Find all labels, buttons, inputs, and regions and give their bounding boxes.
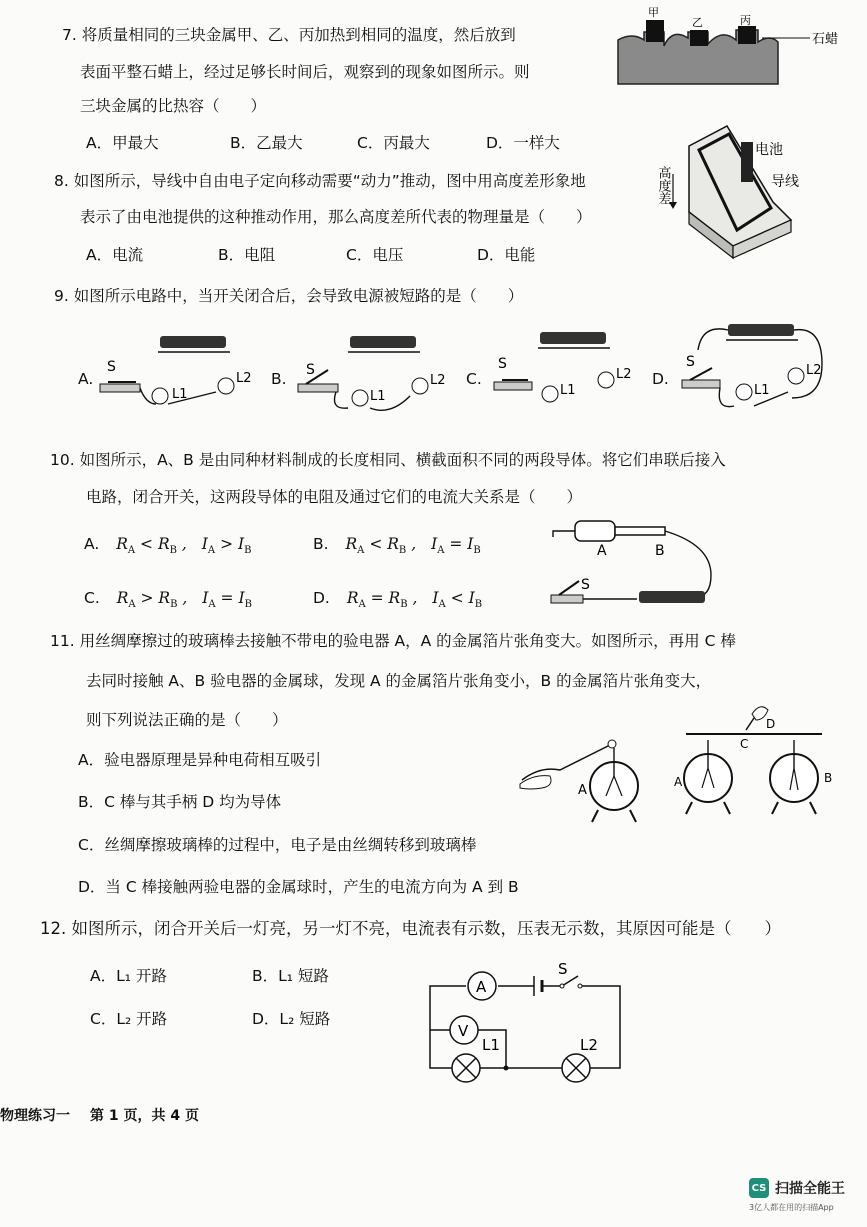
q10-option-b-r: $R_A < R_B$ , — [345, 535, 417, 557]
lamp2-d — [788, 368, 804, 384]
battery-c — [540, 332, 606, 344]
scanner-logo — [749, 1178, 845, 1198]
lamp2-b — [412, 378, 428, 394]
metal-jia — [646, 20, 664, 42]
switch-label-c: S — [498, 356, 507, 372]
q9-option-d: D. — [652, 370, 669, 388]
lamp1-d — [736, 384, 752, 400]
lamp2-label-a: L2 — [236, 371, 252, 386]
q7-option-a: A．甲最大 — [86, 134, 159, 152]
q7-option-c: C．丙最大 — [357, 134, 430, 152]
q10-option-a-i: $I_A > I_B$ — [201, 535, 252, 557]
q11-option-c: C．丝绸摩擦玻璃棒的过程中，电子是由丝绸转移到玻璃棒 — [78, 836, 477, 854]
battery-d — [728, 324, 794, 336]
label-jia: 甲 — [648, 6, 659, 19]
metal-bing — [738, 26, 756, 44]
q11-line1: 11. 用丝绸摩擦过的玻璃棒去接触不带电的验电器 A，A 的金属箔片张角变大。如图所示，再用 C 棒 — [50, 632, 736, 650]
label-a1: A — [578, 783, 587, 798]
label-b: B — [655, 543, 665, 559]
q7-line2: 表面平整石蜡上，经过足够长时间后，观察到的现象如图所示。则 — [80, 63, 530, 81]
label-wire: 导线 — [771, 174, 799, 190]
battery — [639, 591, 705, 603]
scanner-badge: CS — [749, 1178, 769, 1198]
q10-option-b-letter: B. — [313, 535, 329, 553]
q9-option-b: B. — [271, 370, 287, 388]
q8-option-a: A．电流 — [86, 246, 144, 264]
q10-line1: 10. 如图所示，A、B 是由同种材料制成的长度相同、横截面积不同的两段导体。将它们串联后接入 — [50, 451, 726, 469]
q10-option-c-letter: C. — [84, 589, 100, 607]
q8-option-c: C．电压 — [346, 246, 404, 264]
q12-line1: 12. 如图所示，闭合开关后一灯亮，另一灯不亮，电流表有示数，压表无示数，其原因可能是（ ） — [40, 919, 781, 938]
q12-option-b: B．L₁ 短路 — [252, 967, 329, 985]
q9-circuit-b — [290, 326, 455, 418]
label-a: A — [597, 543, 607, 559]
voltmeter-label: V — [458, 1022, 469, 1040]
q10-option-c-r: $R_A > R_B$ , — [116, 589, 188, 611]
q11-line3: 则下列说法正确的是（ ） — [86, 711, 288, 729]
scanner-tagline: 3亿人都在用的扫描App — [749, 1203, 834, 1212]
lamp1-label-b: L1 — [370, 389, 386, 404]
footer-page: 第 1 页，共 4 页 — [90, 1108, 199, 1124]
q8-line1: 8. 如图所示，导线中自由电子定向移动需要“动力”推动，图中用高度差形象地 — [54, 172, 586, 190]
switch-a — [100, 384, 140, 392]
q12-option-d: D．L₂ 短路 — [252, 1010, 331, 1028]
label-d: D — [766, 717, 776, 731]
q9-option-a: A. — [78, 370, 94, 388]
q11-option-d: D．当 C 棒接触两验电器的金属球时，产生的电流方向为 A 到 B — [78, 878, 519, 896]
q12-option-a: A．L₁ 开路 — [90, 967, 167, 985]
lamp2-label-b: L2 — [430, 373, 446, 388]
battery-b — [350, 336, 416, 348]
footer-title: 物理练习一 — [0, 1108, 70, 1124]
switch-d — [682, 380, 720, 388]
lamp1-b — [352, 390, 368, 406]
q10-line2: 电路，闭合开关，这两段导体的电阻及通过它们的电流大关系是（ ） — [86, 488, 583, 506]
label-yi: 乙 — [692, 16, 703, 29]
label-battery: 电池 — [755, 142, 783, 158]
q8-option-b: B．电阻 — [218, 246, 276, 264]
q10-option-c — [84, 587, 252, 616]
switch-b — [298, 384, 338, 392]
label-a2: A — [674, 775, 683, 789]
lamp1-c — [542, 386, 558, 402]
q8-battery-figure — [655, 112, 813, 262]
label-c: C — [740, 737, 749, 751]
q9-circuit-a — [96, 326, 261, 418]
switch-label-a: S — [107, 359, 116, 375]
q11-electroscope-ab-figure — [672, 692, 852, 822]
lamp1-label-c: L1 — [560, 383, 576, 398]
battery-a — [160, 336, 226, 348]
q7-option-d: D．一样大 — [486, 134, 560, 152]
q8-option-d: D．电能 — [477, 246, 536, 264]
q10-conductor-figure — [545, 515, 715, 615]
q10-option-a-letter: A. — [84, 535, 100, 553]
lamp1-label-a: L1 — [172, 387, 188, 402]
metal-yi — [690, 30, 708, 46]
q10-option-d — [313, 587, 482, 616]
q9-circuit-d — [672, 314, 832, 418]
ammeter-label: A — [476, 978, 487, 996]
lamp1-label-d: L1 — [754, 383, 770, 398]
q11-electroscope-a-figure — [516, 730, 666, 830]
lamp2-label-d: L2 — [806, 363, 822, 378]
l1-label: L1 — [482, 1036, 500, 1054]
q9-line1: 9. 如图所示电路中，当开关闭合后，会导致电源被短路的是（ ） — [54, 287, 524, 305]
switch-label-d: S — [686, 354, 695, 370]
q7-line3: 三块金属的比热容（ ） — [80, 97, 267, 115]
label-s: S — [581, 577, 590, 593]
lamp1-a — [152, 388, 168, 404]
lamp2-a — [218, 378, 234, 394]
label-b: B — [824, 771, 833, 785]
q10-option-a — [84, 533, 251, 562]
q11-option-a: A．验电器原理是异种电荷相互吸引 — [78, 751, 322, 769]
switch — [551, 595, 583, 603]
switch-c — [494, 382, 532, 390]
switch-label-b: S — [306, 362, 315, 378]
q11-line2: 去同时接触 A、B 验电器的金属球，发现 A 的金属箔片张角变小，B 的金属箔片张角变大， — [86, 672, 712, 690]
q9-option-c: C. — [466, 370, 482, 388]
q10-option-b — [313, 533, 481, 562]
q7-wax-figure — [612, 4, 867, 90]
battery — [741, 142, 753, 182]
q10-option-d-letter: D. — [313, 589, 330, 607]
label-wax: 石蜡 — [812, 32, 839, 47]
q7-line1: 7. 将质量相同的三块金属甲、乙、丙加热到相同的温度，然后放到 — [62, 26, 516, 44]
conductor-a — [575, 521, 615, 541]
lamp2-c — [598, 372, 614, 388]
q10-option-d-i: $I_A < I_B$ — [432, 589, 483, 611]
switch-label: S — [558, 960, 568, 978]
q10-option-b-i: $I_A = I_B$ — [431, 535, 481, 557]
q12-circuit-figure — [424, 956, 629, 1090]
scanner-name: 扫描全能王 — [775, 1181, 845, 1197]
q10-option-c-i: $I_A = I_B$ — [202, 589, 252, 611]
q8-line2: 表示了由电池提供的这种推动作用，那么高度差所代表的物理量是（ ） — [80, 208, 592, 226]
q7-option-b: B．乙最大 — [230, 134, 303, 152]
q10-option-d-r: $R_A = R_B$ , — [346, 589, 418, 611]
conductor-b — [615, 527, 665, 535]
q9-circuit-c — [488, 326, 648, 418]
q10-option-a-r: $R_A < R_B$ , — [116, 535, 187, 557]
label-height: 高度差 — [655, 166, 671, 205]
q12-option-c: C．L₂ 开路 — [90, 1010, 168, 1028]
label-bing: 丙 — [740, 14, 751, 27]
lamp2-label-c: L2 — [616, 367, 632, 382]
q11-option-b: B．C 棒与其手柄 D 均为导体 — [78, 793, 282, 811]
l2-label: L2 — [580, 1036, 598, 1054]
